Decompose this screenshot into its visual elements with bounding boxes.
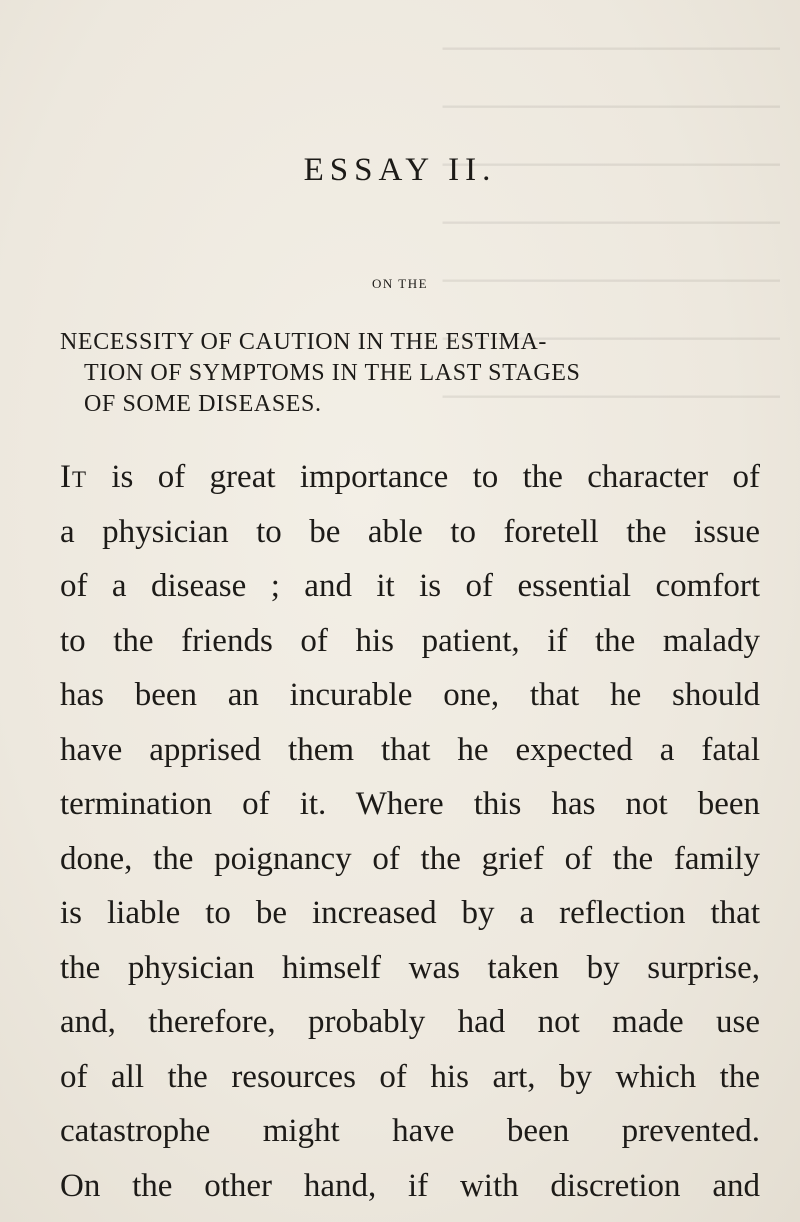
body-line: of all the resources of his art, by which the <box>60 1058 760 1095</box>
subtitle-line: TION OF SYMPTOMS IN THE LAST STAGES <box>84 360 581 386</box>
body-paragraph <box>60 450 760 1213</box>
subtitle-line: NECESSITY OF CAUTION IN THE ESTIMA- <box>60 329 547 355</box>
essay-title: ESSAY II. <box>303 152 497 188</box>
opening-word: It <box>60 459 88 495</box>
body-line: a physician to be able to foretell the issue <box>60 513 760 550</box>
body-line: of a disease ; and it is of essential comfort <box>60 568 760 604</box>
body-line: has been an incurable one, that he should <box>60 677 760 713</box>
show-through-texture: ────────────── ────────────── ────────────── ────────────── ────────────── ────────────── ────────────── <box>442 30 780 415</box>
body-line-text: is of great importance to the character of <box>87 459 760 495</box>
body-line: catastrophe might have been prevented. <box>60 1113 760 1149</box>
body-line: On the other hand, if with discretion and <box>60 1167 760 1204</box>
on-the-label: ON THE <box>371 276 429 291</box>
body-line <box>60 450 760 505</box>
body-line: done, the poignancy of the grief of the family <box>60 840 760 877</box>
body-line: termination of it. Where this has not been <box>60 786 760 822</box>
body-line: the physician himself was taken by surprise, <box>60 949 760 986</box>
subtitle-line: OF SOME DISEASES. <box>84 391 322 417</box>
body-line: have apprised them that he expected a fatal <box>60 731 760 768</box>
body-line: is liable to be increased by a reflection that <box>60 895 760 931</box>
body-line: to the friends of his patient, if the malady <box>60 622 760 659</box>
essay-subtitle <box>60 327 760 420</box>
body-line: and, therefore, probably had not made use <box>60 1004 760 1040</box>
